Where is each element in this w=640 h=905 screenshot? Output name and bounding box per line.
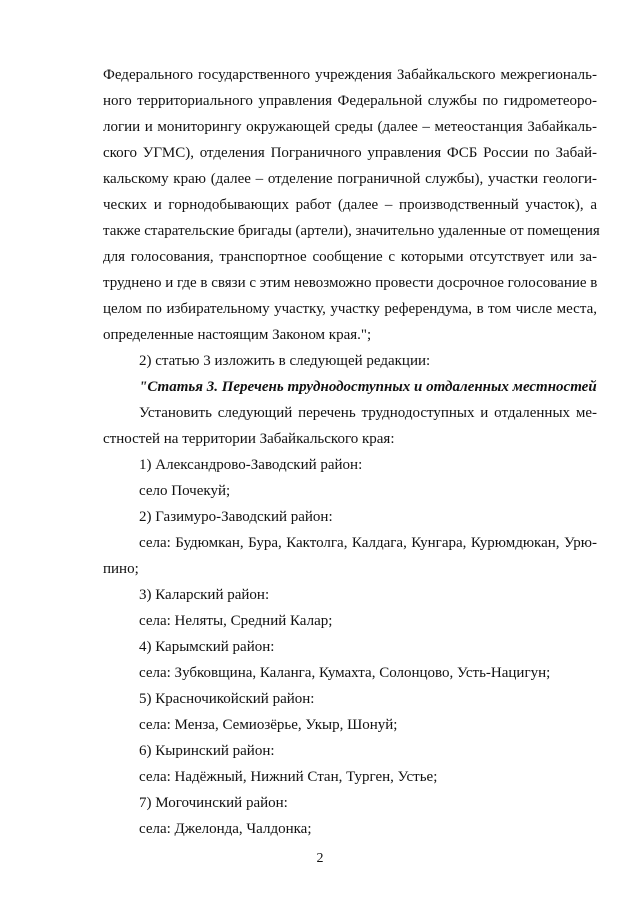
list-item: 7) Могочинский район:: [139, 795, 288, 811]
page-number: 2: [316, 851, 324, 866]
list-item: 3) Каларский район:: [139, 587, 270, 603]
list-item: 1) Александрово-Заводский район:: [139, 457, 363, 473]
list-item: 5) Красночикойский район:: [139, 691, 315, 707]
list-item: села: Неляты, Средний Калар;: [139, 613, 333, 629]
list-item: села: Будюмкан, Бура, Кактолга, Калдага, Кунгара, Курюмдюкан, Урю-: [139, 535, 597, 551]
text-line: также старательские бригады (артели), значительно удаленные от помещения: [103, 223, 600, 239]
text-line: труднено и где в связи с этим невозможно провести досрочное голосование в: [103, 275, 598, 291]
list-item: 2) Газимуро-Заводский район:: [139, 509, 333, 525]
text-line: определенные настоящим Законом края.";: [103, 327, 372, 343]
text-line: 2) статью 3 изложить в следующей редакции:: [139, 353, 431, 369]
text-line: ского УГМС), отделения Пограничного управления ФСБ России по Забай-: [103, 145, 597, 161]
list-item: 4) Карымский район:: [139, 639, 275, 655]
text-line: стностей на территории Забайкальского края:: [103, 431, 395, 447]
text-line: ного территориального управления Федеральной службы по гидрометеоро-: [103, 93, 597, 109]
list-item: села: Менза, Семиозёрье, Укыр, Шонуй;: [139, 717, 398, 733]
list-item: село Почекуй;: [139, 483, 231, 499]
text-line: для голосования, транспортное сообщение с которыми отсутствует или за-: [103, 249, 597, 265]
text-line: логии и мониторингу окружающей среды (далее – метеостанция Забайкаль-: [103, 119, 597, 135]
text-line: ческих и горнодобывающих работ (далее – производственный участок), а: [103, 197, 597, 213]
list-item: села: Джелонда, Чалдонка;: [139, 821, 312, 837]
text-line: Федерального государственного учреждения Забайкальского межрегиональ-: [103, 67, 597, 83]
list-item: пино;: [103, 561, 139, 577]
text-line: кальскому краю (далее – отделение пограничной службы), участки геологи-: [103, 171, 597, 187]
list-item: 6) Кыринский район:: [139, 743, 275, 759]
list-item: села: Зубковщина, Каланга, Кумахта, Солонцово, Усть-Нацигун;: [139, 665, 551, 681]
article-heading: "Статья 3. Перечень труднодоступных и отдаленных местностей: [139, 379, 597, 395]
text-line: целом по избирательному участку, участку референдума, в том числе места,: [103, 301, 597, 317]
list-item: села: Надёжный, Нижний Стан, Турген, Устье;: [139, 769, 438, 785]
text-line: Установить следующий перечень труднодоступных и отдаленных ме-: [139, 405, 597, 421]
